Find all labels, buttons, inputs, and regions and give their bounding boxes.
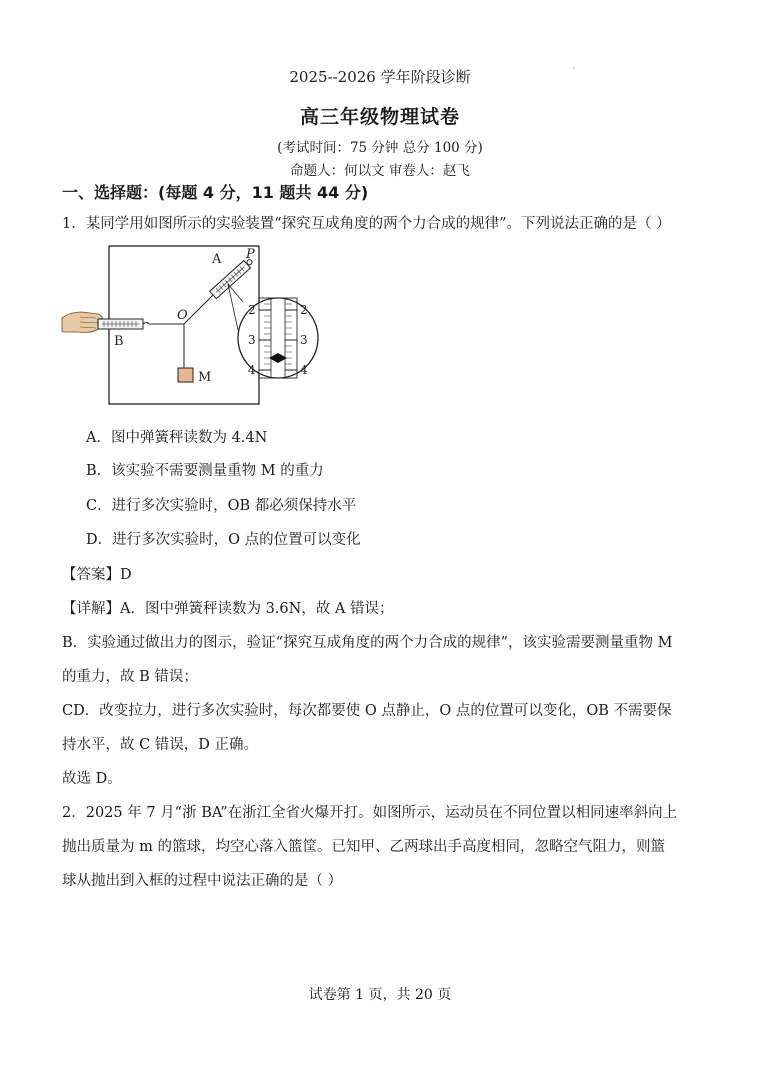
option-d: D．进行多次实验时，O 点的位置可以变化 [86,532,361,548]
option-c: C．进行多次实验时，OB 都必须保持水平 [86,498,357,514]
spring-scale-b [98,319,149,329]
scale-left-3: 3 [248,333,256,347]
weight-m [178,368,193,382]
question-2-line-3: 球从抛出到入框的过程中说法正确的是（ ） [62,873,343,889]
answer: 【答案】D [62,567,132,583]
explain-line-5: 持水平，故 C 错误，D 正确。 [62,737,259,753]
experiment-figure [60,240,330,410]
section-heading: 一、选择题：(每题 4 分，11 题共 44 分) [62,183,369,202]
scale-right-2: 2 [300,303,308,317]
explain-line-3: 的重力，故 B 错误； [62,669,198,685]
explain-line-6: 故选 D。 [62,771,122,787]
label-b: B [114,334,124,349]
explain-line-1: 【详解】A．图中弹簧秤读数为 3.6N，故 A 错误； [62,601,394,617]
page-title: 高三年级物理试卷 [299,106,460,128]
page-footer: 试卷第 1 页，共 20 页 [308,987,452,1003]
hand-icon [62,312,103,333]
scale-left-4: 4 [248,363,256,377]
label-o: O [177,308,188,323]
question-2-line-2: 抛出质量为 m 的篮球，均空心落入篮筐。已知甲、乙两球出手高度相同，忽略空气阻力，则篮 [62,839,665,855]
year-line: 2025--2026 学年阶段诊断 [289,68,471,86]
option-b: B．该实验不需要测量重物 M 的重力 [86,463,324,479]
string-oa [184,295,213,324]
option-a: A．图中弹簧秤读数为 4.4N [86,430,268,446]
question-1-stem: 1．某同学用如图所示的实验装置“探究互成角度的两个力合成的规律”。下列说法正确的是（ ） [62,216,671,232]
scale-right-3: 3 [300,333,308,347]
explain-line-2: B．实验通过做出力的图示，验证“探究互成角度的两个力合成的规律”，该实验需要测量重物 M [62,635,673,651]
authors-line: 命题人：何以文 审卷人：赵飞 [290,163,470,179]
scale-right-4: 4 [300,363,308,377]
exam-info: (考试时间：75 分钟 总分 100 分) [277,140,483,156]
explain-line-4: CD．改变拉力，进行多次实验时，每次都要使 O 点静止，O 点的位置可以变化，OB 不需要保 [62,703,672,719]
corner-mark: · [572,64,576,75]
label-p: P [246,247,255,262]
scale-left-2: 2 [248,303,256,317]
label-m: M [198,370,212,385]
question-2-line-1: 2．2025 年 7 月“浙 BA”在浙江全省火爆开打。如图所示，运动员在不同位置以相同速率斜向上 [62,805,678,821]
label-a: A [212,252,222,267]
